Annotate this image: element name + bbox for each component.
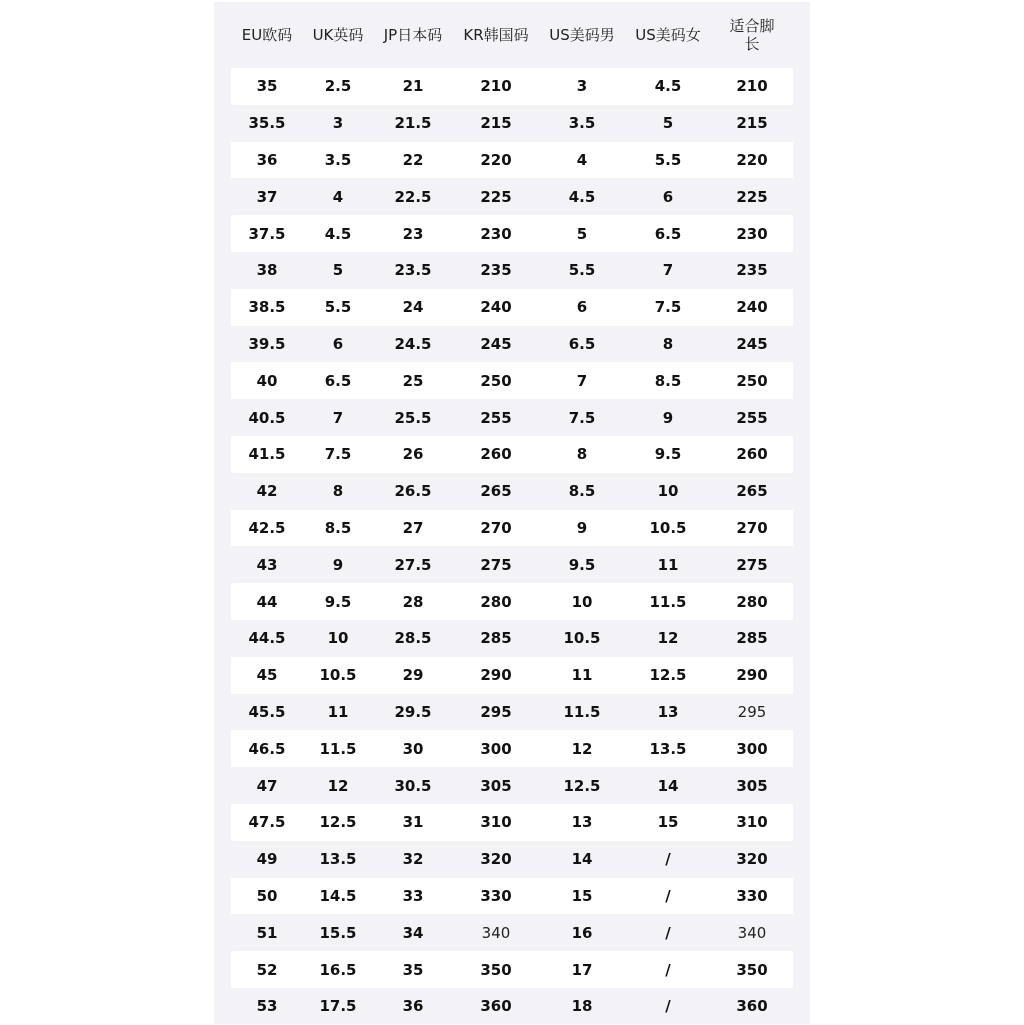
table-cell: 350 — [480, 960, 512, 979]
table-cell: 305 — [480, 776, 512, 795]
table-cell: 220 — [736, 150, 768, 169]
table-cell: 37 — [256, 187, 278, 206]
table-cell: 38.5 — [248, 298, 286, 317]
table-cell: 215 — [480, 114, 512, 133]
table-cell: 280 — [480, 592, 512, 611]
table-row — [231, 694, 793, 731]
table-cell: 13 — [657, 702, 679, 721]
table-cell: 29.5 — [394, 702, 432, 721]
table-cell: 225 — [480, 187, 512, 206]
table-cell: 44.5 — [248, 629, 286, 648]
table-row — [231, 620, 793, 657]
table-cell: 44 — [256, 592, 278, 611]
table-cell: 14 — [657, 776, 679, 795]
table-cell: 28 — [402, 592, 424, 611]
table-cell: 30 — [402, 739, 424, 758]
table-cell: 24.5 — [394, 334, 432, 353]
table-cell: 36 — [402, 997, 424, 1016]
table-cell: 24 — [402, 298, 424, 317]
table-cell: 7.5 — [568, 408, 596, 427]
table-cell: 46.5 — [248, 739, 286, 758]
table-cell: 10.5 — [319, 666, 357, 685]
table-row — [231, 399, 793, 436]
table-cell: 275 — [736, 555, 768, 574]
table-cell: 47.5 — [248, 813, 286, 832]
table-cell: 7 — [576, 371, 588, 390]
table-cell: 13.5 — [649, 739, 687, 758]
table-cell: 3.5 — [324, 150, 352, 169]
table-cell: 240 — [480, 298, 512, 317]
table-cell: 22.5 — [394, 187, 432, 206]
table-cell: 265 — [480, 482, 512, 501]
table-cell: 33 — [402, 886, 424, 905]
table-cell: 340 — [481, 923, 511, 942]
table-cell: 3.5 — [568, 114, 596, 133]
table-cell: 16.5 — [319, 960, 357, 979]
table-cell: 245 — [736, 334, 768, 353]
table-row — [231, 657, 793, 694]
table-cell: 51 — [256, 923, 278, 942]
table-cell: 30.5 — [394, 776, 432, 795]
table-cell: 7.5 — [654, 298, 682, 317]
table-cell: 50 — [256, 886, 278, 905]
table-cell: 260 — [736, 445, 768, 464]
table-cell: 31 — [402, 813, 424, 832]
table-cell: 330 — [480, 886, 512, 905]
table-cell: 290 — [736, 666, 768, 685]
table-cell: 42.5 — [248, 518, 286, 537]
table-cell: 12 — [657, 629, 679, 648]
table-row — [231, 730, 793, 767]
header-uk: UK英码 — [312, 26, 364, 44]
table-cell: 10 — [327, 629, 349, 648]
table-cell: / — [665, 960, 671, 979]
table-cell: 320 — [736, 850, 768, 869]
table-cell: 23.5 — [394, 261, 432, 280]
table-cell: 350 — [736, 960, 768, 979]
table-cell: 270 — [480, 518, 512, 537]
table-cell: 6 — [576, 298, 588, 317]
table-cell: 8 — [662, 334, 674, 353]
table-cell: 10 — [657, 482, 679, 501]
table-cell: 36 — [256, 150, 278, 169]
header-us-men: US美码男 — [549, 26, 615, 44]
table-cell: 330 — [736, 886, 768, 905]
table-cell: 275 — [480, 555, 512, 574]
table-row — [231, 804, 793, 841]
table-cell: 10 — [571, 592, 593, 611]
size-chart-header — [214, 2, 810, 68]
table-cell: 4 — [332, 187, 344, 206]
table-cell: 220 — [480, 150, 512, 169]
header-kr: KR韩国码 — [463, 26, 529, 44]
table-cell: 11 — [327, 702, 349, 721]
table-cell: 9.5 — [568, 555, 596, 574]
table-cell: 8 — [576, 445, 588, 464]
table-cell: 53 — [256, 997, 278, 1016]
table-cell: 8.5 — [568, 482, 596, 501]
table-row — [231, 105, 793, 142]
table-row — [231, 326, 793, 363]
size-chart-panel — [214, 2, 810, 1024]
table-cell: 8.5 — [324, 518, 352, 537]
table-cell: 45 — [256, 666, 278, 685]
table-cell: 230 — [736, 224, 768, 243]
table-cell: 5.5 — [324, 298, 352, 317]
table-cell: 285 — [736, 629, 768, 648]
table-cell: 255 — [480, 408, 512, 427]
table-cell: 9 — [332, 555, 344, 574]
table-cell: 16 — [571, 923, 593, 942]
table-cell: 7.5 — [324, 445, 352, 464]
table-cell: 5.5 — [654, 150, 682, 169]
table-cell: 22 — [402, 150, 424, 169]
table-cell: 14.5 — [319, 886, 357, 905]
table-cell: 310 — [480, 813, 512, 832]
table-row — [231, 878, 793, 915]
table-cell: 11.5 — [649, 592, 687, 611]
table-cell: 5 — [576, 224, 588, 243]
table-cell: 210 — [736, 77, 768, 96]
table-cell: 21.5 — [394, 114, 432, 133]
header-eu: EU欧码 — [241, 26, 293, 44]
table-cell: 25 — [402, 371, 424, 390]
table-cell: 6.5 — [568, 334, 596, 353]
table-cell: 32 — [402, 850, 424, 869]
table-cell: / — [665, 923, 671, 942]
table-row — [231, 583, 793, 620]
table-cell: 5 — [662, 114, 674, 133]
table-cell: 13.5 — [319, 850, 357, 869]
table-row — [231, 841, 793, 878]
table-cell: 12.5 — [649, 666, 687, 685]
table-cell: 210 — [480, 77, 512, 96]
table-cell: 9 — [662, 408, 674, 427]
table-cell: 300 — [736, 739, 768, 758]
table-cell: 235 — [480, 261, 512, 280]
table-row — [231, 951, 793, 988]
table-cell: 12.5 — [563, 776, 601, 795]
table-cell: 40.5 — [248, 408, 286, 427]
table-cell: 245 — [480, 334, 512, 353]
table-cell: 6.5 — [324, 371, 352, 390]
table-cell: 290 — [480, 666, 512, 685]
table-cell: 35 — [402, 960, 424, 979]
table-cell: 280 — [736, 592, 768, 611]
table-cell: / — [665, 997, 671, 1016]
table-cell: 9.5 — [324, 592, 352, 611]
table-cell: 37.5 — [248, 224, 286, 243]
table-cell: 27.5 — [394, 555, 432, 574]
table-cell: 15 — [571, 886, 593, 905]
table-cell: 38 — [256, 261, 278, 280]
table-cell: 26.5 — [394, 482, 432, 501]
table-cell: 230 — [480, 224, 512, 243]
table-row — [231, 546, 793, 583]
table-cell: 11 — [657, 555, 679, 574]
table-cell: 27 — [402, 518, 424, 537]
table-cell: 300 — [480, 739, 512, 758]
table-row — [231, 914, 793, 951]
table-cell: 29 — [402, 666, 424, 685]
table-cell: 2.5 — [324, 77, 352, 96]
table-cell: 12 — [571, 739, 593, 758]
table-cell: 23 — [402, 224, 424, 243]
table-row — [231, 68, 793, 105]
table-cell: 28.5 — [394, 629, 432, 648]
table-row — [231, 289, 793, 326]
table-cell: 4.5 — [568, 187, 596, 206]
table-cell: 250 — [480, 371, 512, 390]
table-cell: 17.5 — [319, 997, 357, 1016]
table-cell: 35.5 — [248, 114, 286, 133]
table-row — [231, 178, 793, 215]
table-cell: 340 — [737, 923, 767, 942]
table-cell: 12.5 — [319, 813, 357, 832]
table-cell: 17 — [571, 960, 593, 979]
table-row — [231, 252, 793, 289]
table-cell: 11.5 — [319, 739, 357, 758]
table-cell: 25.5 — [394, 408, 432, 427]
table-cell: 52 — [256, 960, 278, 979]
table-cell: 39.5 — [248, 334, 286, 353]
table-cell: 18 — [571, 997, 593, 1016]
table-row — [231, 362, 793, 399]
table-cell: 11 — [571, 666, 593, 685]
table-cell: 42 — [256, 482, 278, 501]
table-cell: 12 — [327, 776, 349, 795]
table-cell: 15.5 — [319, 923, 357, 942]
table-cell: 21 — [402, 77, 424, 96]
table-cell: 6 — [332, 334, 344, 353]
table-cell: 295 — [737, 702, 767, 721]
table-cell: 270 — [736, 518, 768, 537]
header-us-women: US美码女 — [635, 26, 701, 44]
table-row — [231, 988, 793, 1025]
table-cell: 4.5 — [324, 224, 352, 243]
table-cell: 45.5 — [248, 702, 286, 721]
table-cell: 5 — [332, 261, 344, 280]
table-cell: 4.5 — [654, 77, 682, 96]
table-cell: 235 — [736, 261, 768, 280]
table-cell: 40 — [256, 371, 278, 390]
table-cell: 250 — [736, 371, 768, 390]
table-cell: 305 — [736, 776, 768, 795]
header-foot-length: 适合脚 长 — [729, 17, 775, 53]
table-row — [231, 473, 793, 510]
table-cell: 360 — [736, 997, 768, 1016]
table-cell: 6 — [662, 187, 674, 206]
table-cell: 4 — [576, 150, 588, 169]
table-cell: 7 — [662, 261, 674, 280]
table-cell: 47 — [256, 776, 278, 795]
table-cell: 8 — [332, 482, 344, 501]
table-cell: 3 — [332, 114, 344, 133]
table-cell: 6.5 — [654, 224, 682, 243]
table-cell: 10.5 — [563, 629, 601, 648]
table-cell: / — [665, 850, 671, 869]
table-cell: 43 — [256, 555, 278, 574]
table-row — [231, 436, 793, 473]
table-cell: 225 — [736, 187, 768, 206]
table-cell: 255 — [736, 408, 768, 427]
table-cell: 26 — [402, 445, 424, 464]
table-cell: / — [665, 886, 671, 905]
table-cell: 11.5 — [563, 702, 601, 721]
table-cell: 215 — [736, 114, 768, 133]
table-cell: 320 — [480, 850, 512, 869]
table-cell: 49 — [256, 850, 278, 869]
table-cell: 14 — [571, 850, 593, 869]
table-cell: 7 — [332, 408, 344, 427]
table-cell: 295 — [480, 702, 512, 721]
table-row — [231, 215, 793, 252]
table-row — [231, 510, 793, 547]
table-cell: 41.5 — [248, 445, 286, 464]
table-cell: 8.5 — [654, 371, 682, 390]
table-cell: 5.5 — [568, 261, 596, 280]
table-cell: 34 — [402, 923, 424, 942]
table-row — [231, 142, 793, 179]
table-cell: 310 — [736, 813, 768, 832]
table-cell: 360 — [480, 997, 512, 1016]
table-cell: 13 — [571, 813, 593, 832]
table-cell: 9 — [576, 518, 588, 537]
header-jp: JP日本码 — [383, 26, 443, 44]
table-cell: 240 — [736, 298, 768, 317]
table-cell: 15 — [657, 813, 679, 832]
table-cell: 3 — [576, 77, 588, 96]
table-cell: 265 — [736, 482, 768, 501]
table-cell: 35 — [256, 77, 278, 96]
table-cell: 285 — [480, 629, 512, 648]
table-cell: 10.5 — [649, 518, 687, 537]
table-row — [231, 767, 793, 804]
table-cell: 260 — [480, 445, 512, 464]
table-cell: 9.5 — [654, 445, 682, 464]
